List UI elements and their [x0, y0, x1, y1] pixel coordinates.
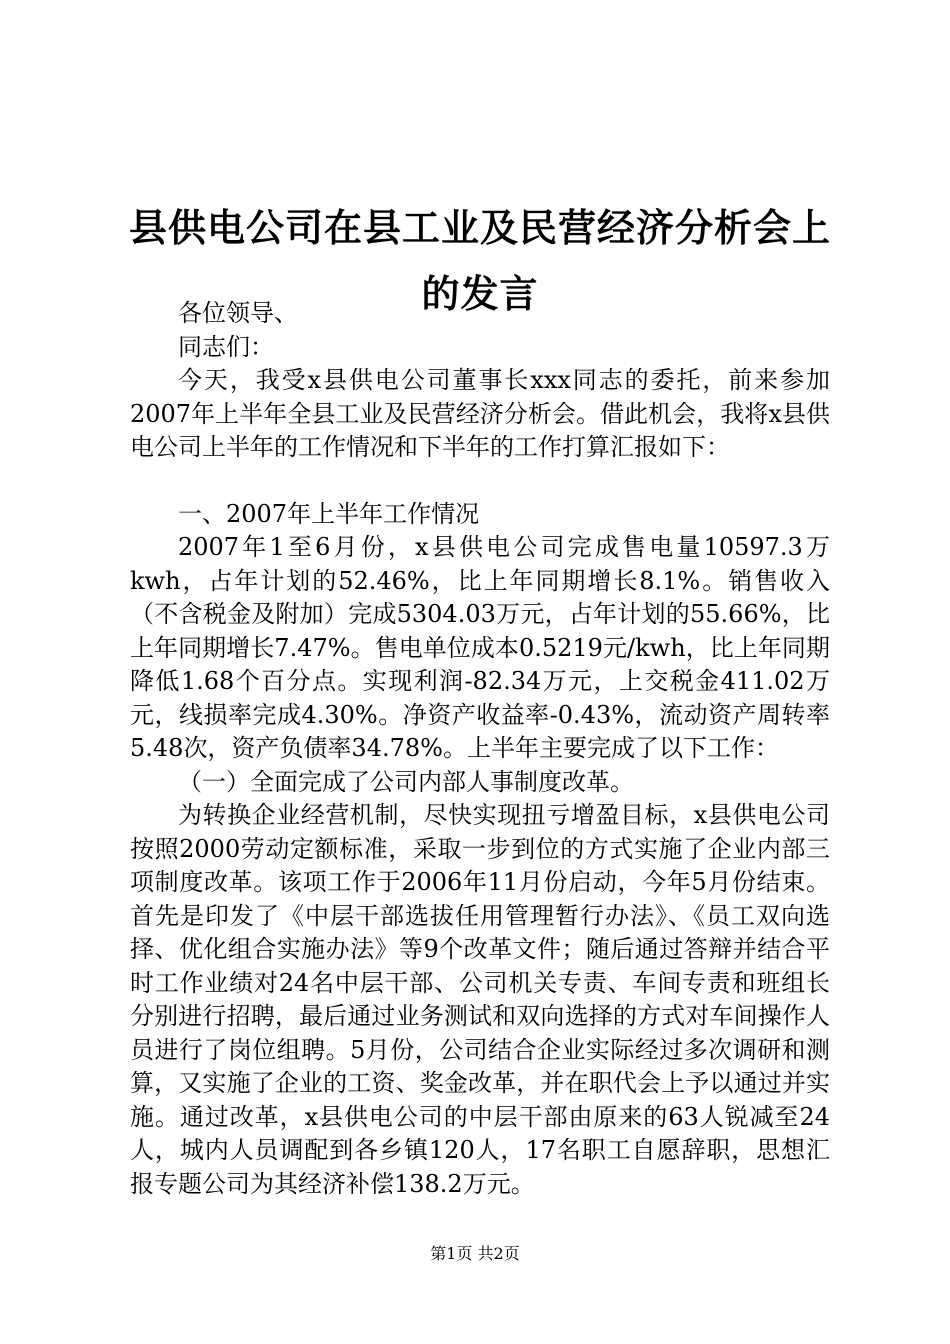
reform-paragraph: 为转换企业经营机制，尽快实现扭亏增盈目标，x县供电公司按照2000劳动定额标准，采取一步到位的方式实施了企业内部三项制度改革。该项工作于2006年11月份启动，今年5月份结束。首先是印发了《中层干部选拔任用管理暂行办法》、《员工双向选择、优化组合实施办法》等9个改革文件；随后通过答辩并结合平时工作业绩对24名中层干部、公司机关专责、车间专责和班组长分别进行招聘，最后通过业务测试和双向选择的方式对车间操作人员进行了岗位组聘。5月份，公司结合企业实际经过多次调研和测算，又实施了企业的工资、奖金改革，并在职代会上予以通过并实施。通过改革，x县供电公司的中层干部由原来的63人锐减至24人，城内人员调配到各乡镇120人，17名职工自愿辞职，思想汇报专题公司为其经济补偿138.2万元。 — [130, 801, 830, 1198]
page-footer: 第1页 共2页 — [430, 1244, 520, 1263]
intro-paragraph: 今天，我受x县供电公司董事长xxx同志的委托，前来参加2007年上半年全县工业及民营经济分析会。借此机会，我将x县供电公司上半年的工作情况和下半年的工作打算汇报如下： — [130, 366, 830, 461]
performance-paragraph: 2007年1至6月份，x县供电公司完成售电量10597.3万kwh，占年计划的52.46%，比上年同期增长8.1%。销售收入（不含税金及附加）完成5304.03万元，占年计划的55.66%，比上年同期增长7.47%。售电单位成本0.5219元/kwh，比上年同期降低1.68个百分点。实现利润-82.34万元，上交税金411.02万元，线损率完成4.30%。净资产收益率-0.43%，流动资产周转率5.48次，资产负债率34.78%。上半年主要完成了以下工作： — [130, 533, 830, 762]
subsection-heading-1: （一）全面完成了公司内部人事制度改革。 — [178, 767, 634, 796]
document-title: 县供电公司在县工业及民营经济分析会上的发言 — [128, 206, 831, 317]
section-heading-1: 一、2007年上半年工作情况 — [178, 499, 480, 528]
salutation-line-2: 同志们： — [178, 332, 274, 361]
salutation-line-1: 各位领导、 — [178, 299, 298, 327]
document-body — [130, 297, 830, 1201]
